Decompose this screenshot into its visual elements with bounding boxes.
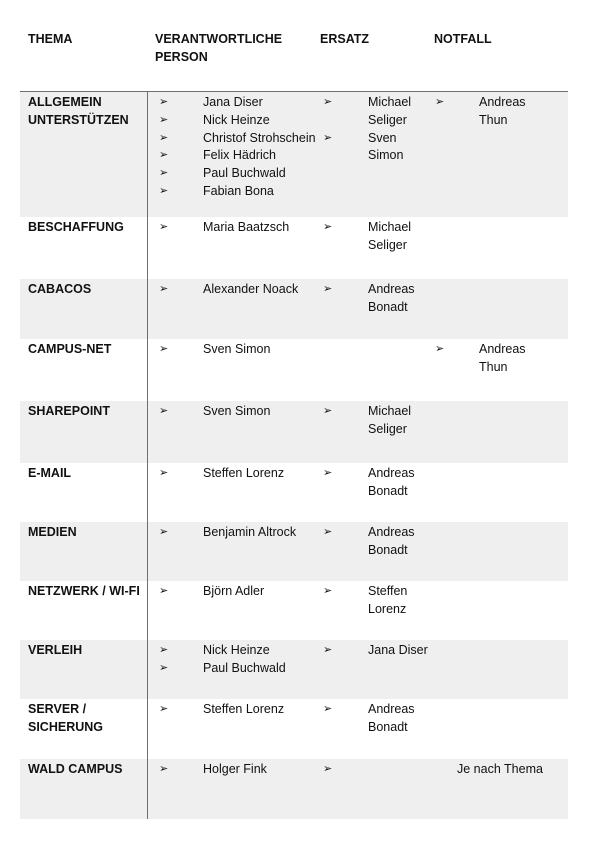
person-name: Steffen Lorenz [203, 702, 285, 716]
list-item [159, 465, 284, 483]
row-thema [28, 524, 146, 542]
ersatz-list [323, 701, 428, 737]
arrow-bullet-icon: ➢ [323, 585, 333, 597]
table-row [20, 463, 568, 522]
table-row [20, 339, 568, 401]
arrow-bullet-icon: ➢ [323, 283, 333, 295]
table-row [20, 217, 568, 279]
thema-line: E-MAIL [28, 466, 72, 480]
list-item [159, 341, 270, 359]
person-name: Steffen Lorenz [203, 466, 285, 480]
arrow-bullet-icon: ➢ [323, 644, 333, 656]
list-item [323, 583, 428, 619]
person-name: Paul Buchwald [203, 660, 286, 675]
arrow-bullet-icon: ➢ [323, 405, 333, 417]
person-name: Michael Seliger [368, 220, 412, 252]
list-item [323, 94, 428, 130]
person-name: Paul Buchwald [203, 166, 286, 181]
verantwortliche-list [159, 761, 267, 779]
arrow-bullet-icon: ➢ [323, 96, 333, 108]
thema-line: SERVER / [28, 702, 87, 716]
arrow-bullet-icon: ➢ [159, 661, 169, 674]
person-name: Andreas Thun [479, 342, 526, 374]
verantwortliche-list [159, 524, 296, 542]
thema-line: WALD CAMPUS [28, 762, 123, 776]
list-item [323, 465, 428, 501]
notfall-list [435, 341, 539, 377]
arrow-bullet-icon: ➢ [159, 343, 169, 355]
table-row [20, 699, 568, 759]
thema-line: CAMPUS-NET [28, 342, 112, 356]
arrow-bullet-icon: ➢ [159, 96, 169, 108]
arrow-bullet-icon: ➢ [159, 467, 169, 479]
arrow-bullet-icon: ➢ [159, 113, 169, 126]
ersatz-list [323, 281, 428, 317]
table-row [20, 279, 568, 339]
ersatz-list [323, 94, 428, 165]
verantwortliche-list [159, 219, 289, 237]
arrow-bullet-icon: ➢ [159, 644, 169, 656]
column-divider [147, 91, 148, 819]
row-thema [28, 583, 146, 601]
person-name: Christof Strohschein [203, 130, 316, 145]
thema-line: CABACOS [28, 282, 92, 296]
row-thema [28, 219, 146, 237]
verantwortliche-list [159, 583, 264, 601]
header-thema: THEMA [28, 32, 73, 46]
person-name: Jana Diser [203, 95, 263, 109]
header-person-line2: PERSON [155, 50, 208, 64]
arrow-bullet-icon: ➢ [159, 131, 169, 144]
row-thema [28, 701, 146, 737]
person-name: Jana Diser [368, 643, 428, 657]
list-item [435, 94, 539, 130]
table-row [20, 759, 568, 819]
list-item [323, 524, 428, 560]
arrow-bullet-icon: ➢ [159, 405, 169, 417]
arrow-bullet-icon: ➢ [323, 763, 333, 775]
arrow-bullet-icon: ➢ [435, 343, 445, 355]
list-item [159, 281, 298, 299]
list-item [323, 642, 428, 660]
arrow-bullet-icon: ➢ [435, 96, 445, 108]
arrow-bullet-icon: ➢ [323, 526, 333, 538]
thema-line: SHAREPOINT [28, 404, 110, 418]
list-item [323, 403, 428, 439]
person-name: Sven Simon [203, 342, 271, 356]
thema-line: MEDIEN [28, 525, 77, 539]
thema-line: BESCHAFFUNG [28, 220, 124, 234]
table-row [20, 522, 568, 581]
thema-line: NETZWERK / WI-FI [28, 584, 140, 598]
list-item [159, 583, 264, 601]
thema-line: SICHERUNG [28, 719, 104, 734]
notfall-note: Je nach Thema [457, 762, 543, 776]
person-name: Andreas Bonadt [368, 282, 415, 314]
person-name: Nick Heinze [203, 643, 270, 657]
person-name: Björn Adler [203, 584, 265, 598]
table-row [20, 401, 568, 463]
list-item [323, 761, 428, 779]
person-name: Steffen Lorenz [368, 584, 408, 616]
verantwortliche-list [159, 642, 286, 678]
verantwortliche-list [159, 403, 270, 421]
list-item [159, 94, 316, 112]
arrow-bullet-icon: ➢ [323, 131, 333, 144]
ersatz-list [323, 465, 428, 501]
ersatz-list [323, 761, 428, 779]
header-person-line1: VERANTWORTLICHE [155, 32, 283, 46]
list-item [159, 660, 286, 678]
row-thema [28, 403, 146, 421]
list-item [159, 761, 267, 779]
ersatz-list [323, 583, 428, 619]
arrow-bullet-icon: ➢ [159, 585, 169, 597]
ersatz-list [323, 219, 428, 255]
person-name: Michael Seliger [368, 95, 412, 127]
list-item [159, 147, 316, 165]
person-name: Andreas Bonadt [368, 702, 415, 734]
arrow-bullet-icon: ➢ [323, 703, 333, 715]
list-item [159, 701, 284, 719]
verantwortliche-list [159, 281, 298, 299]
person-name: Sven Simon [203, 404, 271, 418]
thema-line: VERLEIH [28, 643, 83, 657]
person-name: Fabian Bona [203, 183, 274, 198]
row-thema [28, 465, 146, 483]
list-item [159, 403, 270, 421]
thema-line: UNTERSTÜTZEN [28, 112, 129, 127]
arrow-bullet-icon: ➢ [159, 167, 169, 180]
person-name: Andreas Bonadt [368, 466, 415, 498]
arrow-bullet-icon: ➢ [159, 283, 169, 295]
list-item [159, 112, 316, 130]
list-item [435, 341, 539, 377]
list-item [159, 130, 316, 148]
verantwortliche-list [159, 341, 270, 359]
list-item [159, 165, 316, 183]
arrow-bullet-icon: ➢ [159, 149, 169, 162]
verantwortliche-list [159, 465, 284, 483]
person-name: Sven Simon [368, 130, 404, 163]
list-item [159, 524, 296, 542]
list-item [323, 219, 428, 255]
list-item [323, 281, 428, 317]
arrow-bullet-icon: ➢ [159, 763, 169, 775]
ersatz-list [323, 403, 428, 439]
ersatz-list [323, 642, 428, 660]
header-ersatz: ERSATZ [320, 32, 370, 46]
thema-line: ALLGEMEIN [28, 95, 102, 109]
row-thema [28, 281, 146, 299]
table-row [20, 581, 568, 640]
person-name: Andreas Thun [479, 95, 526, 127]
person-name: Nick Heinze [203, 112, 270, 127]
person-name: Alexander Noack [203, 282, 299, 296]
arrow-bullet-icon: ➢ [159, 526, 169, 538]
ersatz-list [323, 524, 428, 560]
row-thema [28, 642, 146, 660]
arrow-bullet-icon: ➢ [159, 184, 169, 197]
table-row [20, 640, 568, 699]
header-divider [20, 91, 568, 92]
list-item [323, 701, 428, 737]
notfall-list [435, 94, 539, 130]
row-thema [28, 341, 146, 359]
header-notfall: NOTFALL [434, 32, 492, 46]
person-name: Michael Seliger [368, 404, 412, 436]
row-thema [28, 94, 146, 130]
arrow-bullet-icon: ➢ [323, 467, 333, 479]
list-item [159, 642, 286, 660]
person-name: Maria Baatzsch [203, 220, 290, 234]
list-item [159, 183, 316, 201]
table-row [20, 92, 568, 217]
person-name: Benjamin Altrock [203, 525, 297, 539]
verantwortliche-list [159, 94, 316, 201]
person-name: Holger Fink [203, 762, 267, 776]
arrow-bullet-icon: ➢ [159, 703, 169, 715]
row-thema [28, 761, 146, 779]
list-item [159, 219, 289, 237]
header-verantwortliche-person [155, 30, 282, 66]
arrow-bullet-icon: ➢ [159, 221, 169, 233]
person-name: Felix Hädrich [203, 148, 276, 163]
list-item [323, 130, 428, 166]
arrow-bullet-icon: ➢ [323, 221, 333, 233]
person-name: Andreas Bonadt [368, 525, 415, 557]
verantwortliche-list [159, 701, 284, 719]
